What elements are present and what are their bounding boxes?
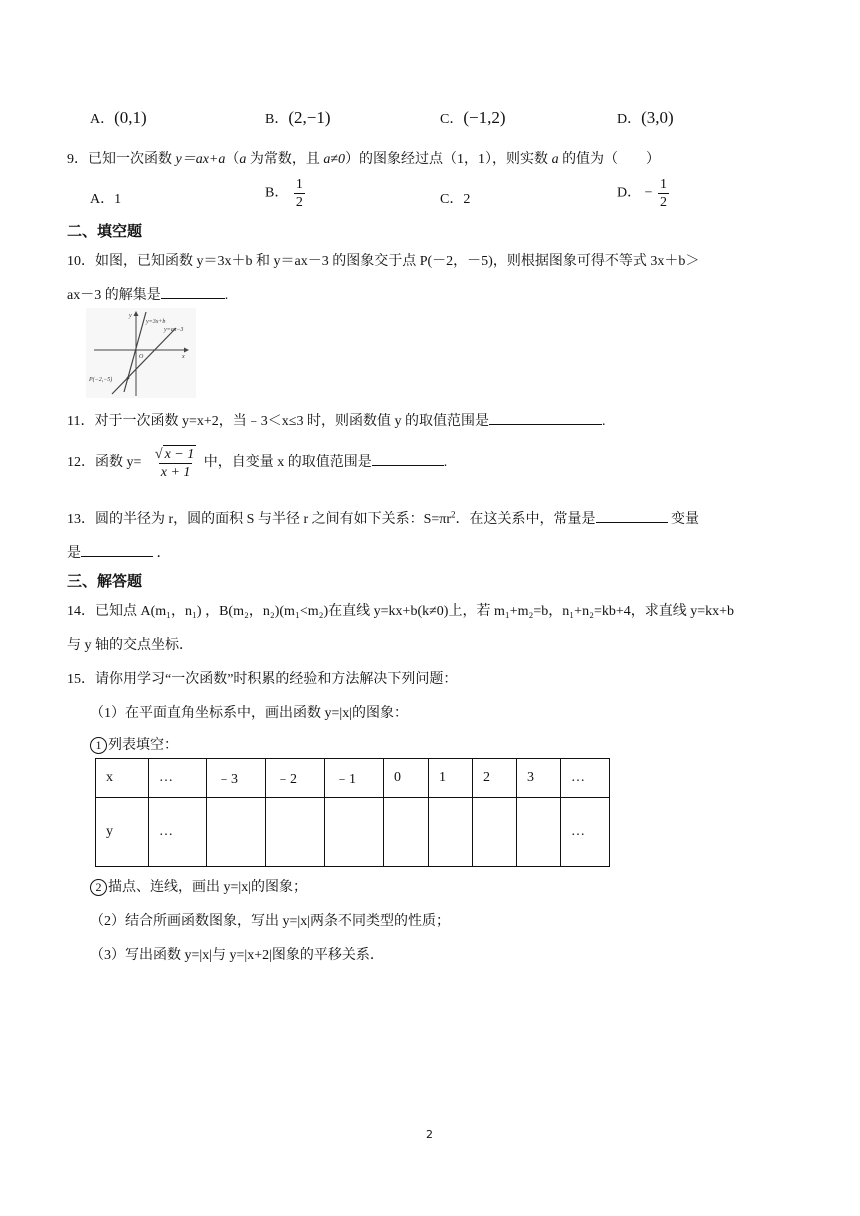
q8-option-c: [440, 108, 506, 128]
q12-denominator: x + 1: [160, 465, 191, 480]
q13-text-1: 13．圆的半径为 r，圆的面积 S 与半径 r 之间有如下关系：S=πr: [67, 512, 452, 527]
q13-text-4: 是: [67, 546, 81, 561]
q8-option-d-value: (3,0): [641, 108, 674, 127]
q9-number: 9．: [67, 152, 88, 167]
q15-intro: 15．请你用学习“一次函数”时积累的经验和方法解决下列问题：: [67, 672, 458, 687]
q9-option-d-label: D．: [617, 185, 642, 201]
q10-answer-blank[interactable]: [161, 284, 225, 299]
table-row-y: [96, 798, 610, 867]
q15-step-1: [90, 734, 178, 754]
q9-var-a2: a: [551, 152, 559, 167]
q15-value-table: [95, 758, 610, 867]
q9-option-b: [265, 176, 307, 211]
table-cell: 2: [473, 759, 517, 798]
q10-x-axis-label: x: [182, 354, 185, 360]
q9-option-b-numerator: 1: [295, 177, 303, 192]
q14-line-2: 与 y 轴的交点坐标．: [67, 638, 193, 653]
q8-option-a-value: (0,1): [114, 108, 147, 127]
q8-option-c-value: (−1,2): [463, 108, 506, 127]
q9-option-d-sign: −: [644, 185, 653, 201]
q9-text-5: 的值为（ ）: [558, 152, 661, 167]
table-cell-input[interactable]: [266, 798, 325, 867]
q10-intersection-point: [127, 377, 130, 380]
q13-line-1: [67, 508, 699, 528]
table-cell: …: [561, 759, 610, 798]
table-cell: …: [149, 759, 207, 798]
q9-option-a-value: 1: [114, 192, 122, 207]
q9-text-2: （: [225, 152, 240, 167]
table-cell-input[interactable]: [473, 798, 517, 867]
table-cell-input[interactable]: [384, 798, 429, 867]
q9-option-b-label: B．: [265, 185, 289, 201]
q8-option-b: [265, 108, 331, 128]
q8-option-a: [90, 108, 147, 128]
q12-end: .: [443, 455, 448, 471]
q12-prefix: 12．函数 y=: [67, 455, 142, 471]
q8-option-b-value: (2,−1): [288, 108, 331, 127]
q9-option-d: [617, 176, 671, 211]
q11-answer-blank[interactable]: [489, 410, 602, 425]
q9-option-a: [90, 188, 121, 208]
q9-option-d-numerator: 1: [660, 177, 668, 192]
q12-suffix: 中，自变量 x 的取值范围是: [203, 455, 372, 471]
section-fill-in-heading: 二、填空题: [67, 222, 143, 240]
q9-option-c-label: C．: [440, 192, 464, 207]
q10-graph-background: [86, 308, 196, 398]
q10-y-axis-label: y: [129, 313, 132, 319]
q12-answer-blank[interactable]: [372, 451, 444, 466]
q10-origin-label: O: [139, 354, 144, 360]
q10-line2-label: y=ax−3: [164, 327, 184, 333]
q9-var-a1: a: [239, 152, 247, 167]
q15-step-2-text: 描点、连线，画出 y=|x|的图象；: [108, 880, 308, 895]
page-number: 2: [426, 1128, 433, 1141]
q13-constant-blank[interactable]: [596, 508, 668, 523]
q13-superscript: 2: [451, 509, 456, 520]
q12-numerator: √ x − 1: [154, 447, 195, 462]
table-cell: 3: [517, 759, 561, 798]
q10-graph-figure: [86, 308, 196, 398]
q14-line-1: 14．已知点 A(m₁，n₁) ，B(m₂，n₂)(m₁<m₂)在直线 y=kx+b(k≠0)上，若 m₁+m₂=b，n₁+n₂=kb+4，求直线 y=kx+b: [67, 604, 735, 619]
q12-numerator-expr: x − 1: [164, 447, 195, 462]
q9-text-3: 为常数，且: [246, 152, 324, 167]
table-cell: …: [149, 798, 207, 867]
q10-line-1: 10．如图，已知函数 y＝3x＋b 和 y＝ax－3 的图象交于点 P(－2，－5)，则根据图象可得不等式 3x＋b＞: [67, 254, 700, 269]
q8-option-a-label: A．: [90, 112, 115, 127]
table-cell-input[interactable]: [325, 798, 384, 867]
table-cell: ﹣2: [266, 759, 325, 798]
q9-stem: [67, 148, 660, 168]
q10-end: .: [224, 288, 229, 303]
q9-text-4: ）的图象经过点（1，1），则实数: [345, 152, 552, 167]
q15-part-2: （2）结合所画函数图象，写出 y=|x|两条不同类型的性质；: [90, 914, 450, 929]
q9-cond: a≠0: [323, 152, 346, 167]
q9-option-d-fraction: [658, 176, 669, 211]
table-cell: ﹣1: [325, 759, 384, 798]
q12-fraction: [153, 445, 198, 481]
table-cell-input[interactable]: [207, 798, 266, 867]
table-cell: ﹣3: [207, 759, 266, 798]
q8-option-d-label: D．: [617, 112, 642, 127]
q9-option-a-label: A．: [90, 192, 115, 207]
table-cell: 1: [429, 759, 473, 798]
q11: [67, 410, 605, 430]
section-solutions-heading: 三、解答题: [67, 572, 143, 590]
q9-option-c-value: 2: [463, 192, 471, 207]
q9-text-1: 已知一次函数: [88, 152, 176, 167]
q15-part-1: （1）在平面直角坐标系中，画出函数 y=|x|的图象：: [90, 706, 408, 721]
q15-step-1-text: 列表填空：: [108, 738, 178, 753]
table-cell: …: [561, 798, 610, 867]
q11-text: 11．对于一次函数 y=x+2，当﹣3＜x≤3 时，则函数值 y 的取值范围是: [67, 414, 489, 429]
q15-step-2: [90, 876, 307, 896]
q8-option-c-label: C．: [440, 112, 464, 127]
q10-line-2: [67, 284, 228, 304]
q10-line-2-text: ax－3 的解集是: [67, 288, 161, 303]
q15-part-3: （3）写出函数 y=|x|与 y=|x+2|图象的平移关系．: [90, 948, 384, 963]
table-cell: y: [96, 798, 149, 867]
table-cell: 0: [384, 759, 429, 798]
table-cell: x: [96, 759, 149, 798]
q9-option-d-denominator: 2: [660, 195, 668, 210]
q13-text-5: ．: [153, 546, 171, 561]
q13-text-2: ．在这关系中，常量是: [455, 512, 596, 527]
table-cell-input[interactable]: [429, 798, 473, 867]
q9-func: y＝ax+a: [175, 152, 226, 167]
q8-option-d: [617, 108, 674, 128]
table-cell-input[interactable]: [517, 798, 561, 867]
q10-point-label: P(−2,−5): [89, 377, 113, 383]
q9-option-b-denominator: 2: [295, 195, 303, 210]
q15-step-2-number: 2: [90, 879, 107, 896]
q11-end: .: [601, 414, 606, 429]
q9-option-b-fraction: [294, 176, 305, 211]
q13-line-2: [67, 542, 171, 562]
q9-option-c: [440, 188, 470, 208]
q12: [67, 445, 447, 481]
q10-line1-label: y=3x+b: [146, 319, 166, 325]
q13-variable-blank[interactable]: [81, 542, 153, 557]
q15-step-1-number: 1: [90, 737, 107, 754]
q8-option-b-label: B．: [265, 112, 289, 127]
table-row-x: [96, 759, 610, 798]
q13-text-3: 变量: [667, 512, 700, 527]
